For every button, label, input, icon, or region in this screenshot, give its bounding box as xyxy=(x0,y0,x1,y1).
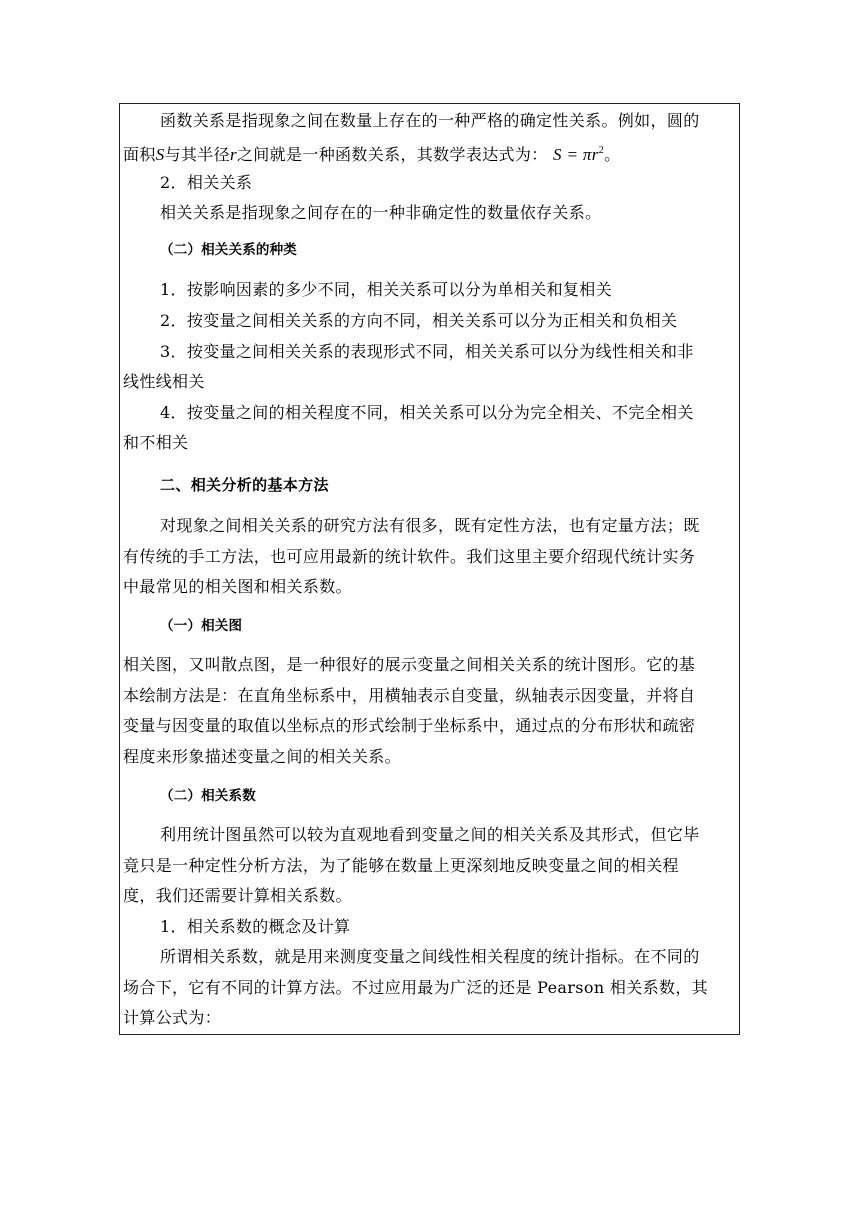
variable-r: r xyxy=(229,145,237,164)
item-title: 1．相关系数的概念及计算 xyxy=(160,917,351,936)
list-item: 4．按变量之间的相关程度不同，相关关系可以分为完全相关、不完全相关 xyxy=(160,403,694,422)
item-title: 2．相关关系 xyxy=(160,173,253,192)
text-line: 对现象之间相关关系的研究方法有很多，既有定性方法，也有定量方法；既 xyxy=(160,516,700,535)
text-line: 场合下，它有不同的计算方法。不过应用最为广泛的还是 Pearson 相关系数，其 xyxy=(123,978,709,997)
text-line: 函数关系是指现象之间在数量上存在的一种严格的确定性关系。例如，圆的 xyxy=(160,111,700,130)
list-item: 2．按变量之间相关关系的方向不同，相关关系可以分为正相关和负相关 xyxy=(160,311,678,330)
text-segment: 之间就是一种函数关系，其数学表达式为： xyxy=(236,145,548,164)
text-segment: 面积 xyxy=(123,145,156,164)
section-heading: （二）相关系数 xyxy=(160,788,256,804)
formula-exponent: 2 xyxy=(598,145,605,156)
text-segment: 。 xyxy=(604,145,621,164)
text-line: 程度来形象描述变量之间的相关关系。 xyxy=(123,747,401,766)
text-line: 利用统计图虽然可以较为直观地看到变量之间的相关关系及其形式，但它毕 xyxy=(160,825,700,844)
text-line: 竟只是一种定性分析方法，为了能够在数量上更深刻地反映变量之间的相关程 xyxy=(123,856,679,875)
section-heading: （二）相关关系的种类 xyxy=(160,242,297,258)
list-item: 1．按影响因素的多少不同，相关关系可以分为单相关和复相关 xyxy=(160,280,612,299)
area-formula xyxy=(553,145,604,164)
section-heading: （一）相关图 xyxy=(160,618,243,634)
text-line: 相关关系是指现象之间存在的一种非确定性的数量依存关系。 xyxy=(160,203,602,222)
text-line: 本绘制方法是：在直角坐标系中，用横轴表示自变量，纵轴表示因变量，并将自 xyxy=(123,686,696,705)
text-line: 中最常见的相关图和相关系数。 xyxy=(123,577,352,596)
text-segment: 与其半径 xyxy=(164,145,230,164)
list-item-continuation: 线性线相关 xyxy=(123,372,205,391)
chapter-heading: 二、相关分析的基本方法 xyxy=(160,476,329,494)
text-line: 度，我们还需要计算相关系数。 xyxy=(123,886,352,905)
text-line: 有传统的手工方法，也可应用最新的统计软件。我们这里主要介绍现代统计实务 xyxy=(123,547,696,566)
variable-s: S xyxy=(155,145,165,164)
list-item: 3．按变量之间相关关系的表现形式不同，相关关系可以分为线性相关和非 xyxy=(160,342,694,361)
text-line: 所谓相关系数，就是用来测度变量之间线性相关程度的统计指标。在不同的 xyxy=(160,947,700,966)
text-line: 相关图，又叫散点图，是一种很好的展示变量之间相关关系的统计图形。它的基 xyxy=(123,655,696,674)
list-item-continuation: 和不相关 xyxy=(123,433,189,452)
formula-body: S = πr xyxy=(553,145,599,164)
text-line-with-formula xyxy=(123,141,620,165)
text-line: 变量与因变量的取值以坐标点的形式绘制于坐标系中，通过点的分布形状和疏密 xyxy=(123,716,696,735)
text-line: 计算公式为： xyxy=(123,1008,222,1027)
